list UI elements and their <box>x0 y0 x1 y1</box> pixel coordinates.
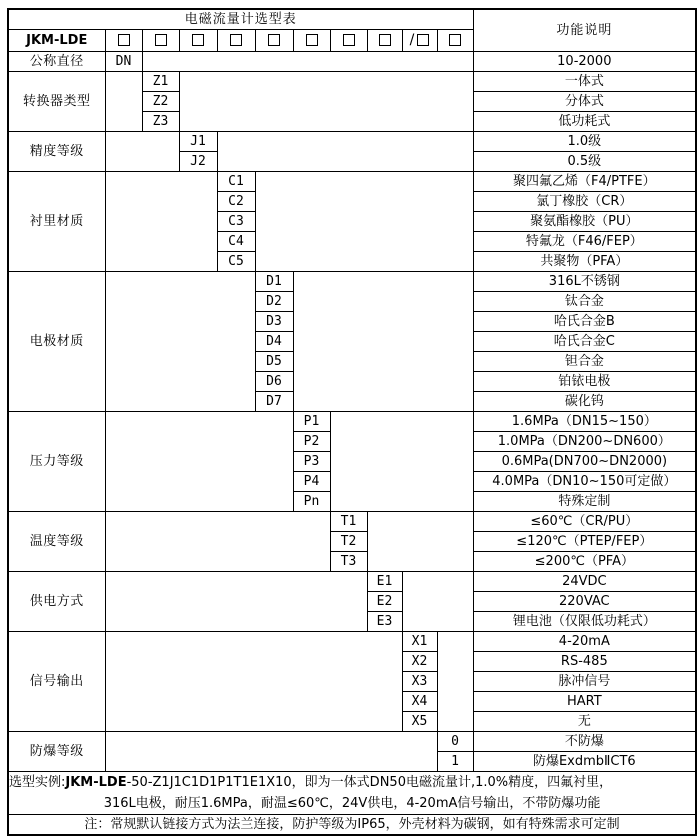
option-code: D4 <box>255 332 293 352</box>
option-description: 低功耗式 <box>473 112 696 132</box>
option-code: Pn <box>293 492 330 512</box>
table-row <box>8 512 696 532</box>
option-description: 特殊定制 <box>473 492 696 512</box>
model-digit-cell <box>217 30 255 52</box>
option-description: ≤200℃（PFA） <box>473 552 696 572</box>
section-label: 公称直径 <box>8 52 105 72</box>
option-description: 0.6MPa(DN700~DN2000) <box>473 452 696 472</box>
right-spacer-cell <box>437 632 473 732</box>
option-code: D5 <box>255 352 293 372</box>
option-description: 4.0MPa（DN10~150可定做） <box>473 472 696 492</box>
option-description: 0.5级 <box>473 152 696 172</box>
right-spacer-cell <box>367 512 473 572</box>
right-spacer-cell <box>142 52 473 72</box>
slash-separator: / <box>409 32 415 48</box>
option-description: 脉冲信号 <box>473 672 696 692</box>
option-code: D1 <box>255 272 293 292</box>
option-description: 防爆ExdmbⅡCT6 <box>473 752 696 772</box>
checkbox-icon <box>268 34 280 46</box>
section-label: 转换器类型 <box>8 72 105 132</box>
model-digit-cell <box>255 30 293 52</box>
right-spacer-cell <box>255 172 473 272</box>
table-row <box>8 52 696 72</box>
model-digit-cell <box>105 30 142 52</box>
model-digit-cell <box>330 30 367 52</box>
left-spacer-cell <box>105 732 437 772</box>
option-description: 10-2000 <box>473 52 696 72</box>
option-code: D6 <box>255 372 293 392</box>
section-label: 衬里材质 <box>8 172 105 272</box>
option-code: C5 <box>217 252 255 272</box>
option-description: 哈氏合金B <box>473 312 696 332</box>
option-description: 316L不锈钢 <box>473 272 696 292</box>
footnote: 注：常规默认链接方式为法兰连接，防护等级为IP65，外壳材料为碳钢，如有特殊需求可定制 <box>8 815 696 836</box>
example-line-2: 316L电极，耐压1.6MPa，耐温≤60℃，24V供电，4-20mA信号输出，不带防爆功能 <box>103 796 601 811</box>
section-label: 信号输出 <box>8 632 105 732</box>
option-description: 氯丁橡胶（CR） <box>473 192 696 212</box>
checkbox-icon <box>192 34 204 46</box>
option-code: C2 <box>217 192 255 212</box>
option-code: J1 <box>179 132 217 152</box>
option-description: 碳化钨 <box>473 392 696 412</box>
option-code: P2 <box>293 432 330 452</box>
left-spacer-cell <box>105 632 402 732</box>
model-digit-cell <box>437 30 473 52</box>
table-title: 电磁流量计选型表 <box>8 9 473 30</box>
option-code: Z1 <box>142 72 179 92</box>
option-code: X5 <box>402 712 437 732</box>
option-code: P3 <box>293 452 330 472</box>
option-code: E1 <box>367 572 402 592</box>
section-label: 防爆等级 <box>8 732 105 772</box>
section-label: 供电方式 <box>8 572 105 632</box>
option-description: 不防爆 <box>473 732 696 752</box>
left-spacer-cell <box>105 172 217 272</box>
table-row <box>8 572 696 592</box>
model-digit-cell <box>293 30 330 52</box>
checkbox-icon <box>118 34 130 46</box>
option-description: 锂电池（仅限低功耗式） <box>473 612 696 632</box>
option-description: 特氟龙（F46/FEP） <box>473 232 696 252</box>
left-spacer-cell <box>105 272 255 412</box>
option-description: 一体式 <box>473 72 696 92</box>
table-row <box>8 732 696 752</box>
option-code: E3 <box>367 612 402 632</box>
section-label: 电极材质 <box>8 272 105 412</box>
option-code: 0 <box>437 732 473 752</box>
option-description: 共聚物（PFA） <box>473 252 696 272</box>
table-row <box>8 172 696 192</box>
option-description: 钽合金 <box>473 352 696 372</box>
checkbox-icon <box>230 34 242 46</box>
option-code: DN <box>105 52 142 72</box>
left-spacer-cell <box>105 512 330 572</box>
right-spacer-cell <box>330 412 473 512</box>
option-code: C3 <box>217 212 255 232</box>
checkbox-icon <box>343 34 355 46</box>
selection-example <box>8 772 696 815</box>
table-row <box>8 632 696 652</box>
option-description: 铂铱电极 <box>473 372 696 392</box>
option-description: 分体式 <box>473 92 696 112</box>
model-digit-cell <box>179 30 217 52</box>
table-row <box>8 72 696 92</box>
option-description: 1.0MPa（DN200~DN600） <box>473 432 696 452</box>
option-description: 1.0级 <box>473 132 696 152</box>
option-description: 4-20mA <box>473 632 696 652</box>
right-spacer-cell <box>179 72 473 132</box>
checkbox-icon <box>449 34 461 46</box>
section-label: 精度等级 <box>8 132 105 172</box>
option-code: C1 <box>217 172 255 192</box>
left-spacer-cell <box>105 72 142 132</box>
right-spacer-cell <box>217 132 473 172</box>
right-spacer-cell <box>293 272 473 412</box>
section-label: 压力等级 <box>8 412 105 512</box>
option-description: 聚四氟乙烯（F4/PTFE） <box>473 172 696 192</box>
option-description: 聚氨酯橡胶（PU） <box>473 212 696 232</box>
checkbox-icon <box>306 34 318 46</box>
option-code: X2 <box>402 652 437 672</box>
option-code: 1 <box>437 752 473 772</box>
example-model-code: JKM-LDE <box>65 775 127 790</box>
selection-table <box>7 8 697 836</box>
left-spacer-cell <box>105 412 293 512</box>
function-column-header: 功能说明 <box>473 9 696 52</box>
option-description: HART <box>473 692 696 712</box>
checkbox-icon <box>379 34 391 46</box>
option-code: X3 <box>402 672 437 692</box>
option-code: T3 <box>330 552 367 572</box>
example-line-1 <box>9 772 695 793</box>
model-digit-cell <box>142 30 179 52</box>
model-digit-cell <box>402 30 437 52</box>
option-code: E2 <box>367 592 402 612</box>
option-description: 220VAC <box>473 592 696 612</box>
example-code-rest: -50-Z1J1C1D1P1T1E1X10，即为一体式DN50电磁流量计,1.0%精度，四氟衬里， <box>126 775 613 790</box>
option-code: J2 <box>179 152 217 172</box>
option-description: RS-485 <box>473 652 696 672</box>
option-code: D7 <box>255 392 293 412</box>
option-code: D3 <box>255 312 293 332</box>
option-code: P4 <box>293 472 330 492</box>
model-prefix: JKM-LDE <box>8 30 105 52</box>
checkbox-icon <box>155 34 167 46</box>
option-code: X4 <box>402 692 437 712</box>
option-code: T2 <box>330 532 367 552</box>
example-prefix: 选型实例: <box>9 775 66 790</box>
option-code: Z2 <box>142 92 179 112</box>
right-spacer-cell <box>402 572 473 632</box>
option-code: P1 <box>293 412 330 432</box>
left-spacer-cell <box>105 572 367 632</box>
section-label: 温度等级 <box>8 512 105 572</box>
table-row <box>8 132 696 152</box>
option-code: Z3 <box>142 112 179 132</box>
option-description: ≤120℃（PTEP/FEP） <box>473 532 696 552</box>
option-code: T1 <box>330 512 367 532</box>
option-description: 1.6MPa（DN15~150） <box>473 412 696 432</box>
table-row <box>8 272 696 292</box>
model-digit-cell <box>367 30 402 52</box>
table-row <box>8 412 696 432</box>
option-description: 无 <box>473 712 696 732</box>
option-code: C4 <box>217 232 255 252</box>
option-description: 钛合金 <box>473 292 696 312</box>
left-spacer-cell <box>105 132 179 172</box>
option-description: 24VDC <box>473 572 696 592</box>
option-description: 哈氏合金C <box>473 332 696 352</box>
option-code: D2 <box>255 292 293 312</box>
option-code: X1 <box>402 632 437 652</box>
checkbox-icon <box>417 34 429 46</box>
option-description: ≤60℃（CR/PU） <box>473 512 696 532</box>
